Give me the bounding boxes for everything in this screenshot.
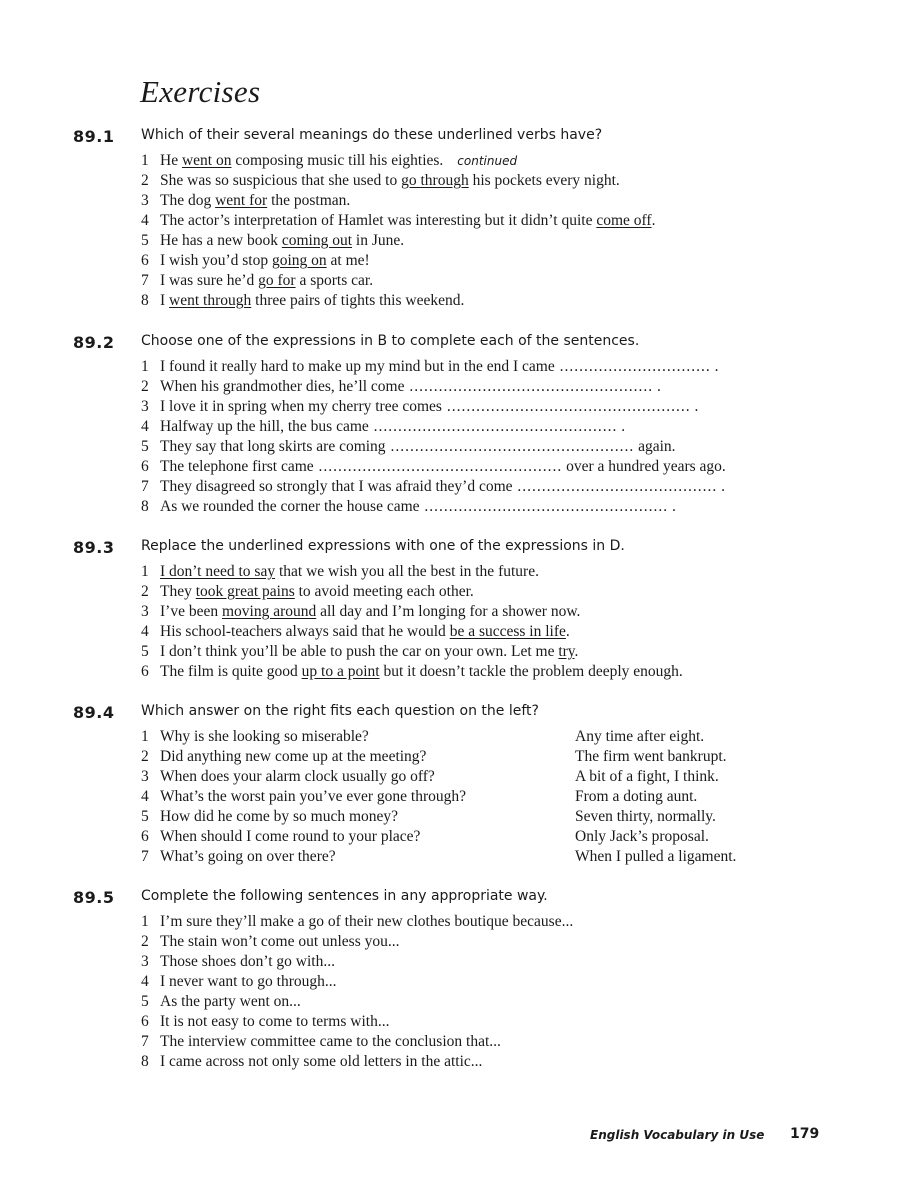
item-text-after: . [710, 358, 719, 375]
item-number: 4 [141, 418, 149, 435]
question-list [141, 727, 466, 867]
item-text-after: three pairs of tights this weekend. [251, 292, 465, 309]
item-number: 1 [141, 563, 149, 580]
item-text-after: . [574, 643, 579, 660]
answer-blank: .................................................. [441, 398, 691, 415]
item-text-after: a sports car. [295, 272, 374, 289]
underlined-expression: I don’t need to say [160, 563, 276, 580]
item-number: 2 [141, 933, 149, 950]
item-text-after: . [653, 378, 661, 395]
item-number: 1 [141, 152, 149, 169]
item-text-before: They [160, 583, 196, 600]
underlined-expression: moving around [221, 603, 317, 620]
item-number: 2 [141, 583, 149, 600]
list-item [141, 191, 655, 211]
list-item [141, 291, 655, 311]
item-number: 7 [141, 848, 149, 865]
item-text-before: I found it really hard to make up my mind but in the end I came [160, 358, 555, 375]
list-item [141, 932, 573, 952]
list-item [141, 827, 466, 847]
underlined-expression: went for [215, 192, 268, 209]
answer-item: Any time after eight. [575, 728, 705, 745]
item-text-before: The actor’s interpretation of Hamlet was interesting but it didn’t quite [160, 212, 597, 229]
item-number: 6 [141, 1013, 149, 1030]
list-item [141, 457, 726, 477]
exercise-instruction: Complete the following sentences in any appropriate way. [141, 888, 548, 904]
item-text-after: but it doesn’t tackle the problem deeply enough. [379, 663, 683, 680]
item-text-after: again. [634, 438, 676, 455]
exercise-instruction: Which of their several meanings do these underlined verbs have? [141, 127, 603, 143]
item-number: 4 [141, 788, 149, 805]
underlined-expression: up to a point [301, 663, 380, 680]
list-item [141, 1052, 573, 1072]
list-item [141, 497, 726, 517]
underlined-expression: coming out [281, 232, 353, 249]
list-item [141, 171, 655, 191]
item-text: I never want to go through... [160, 973, 337, 990]
list-item [141, 727, 466, 747]
item-text-before: He has a new book [160, 232, 282, 249]
item-number: 3 [141, 192, 149, 209]
item-text-after: his pockets every night. [468, 172, 620, 189]
list-item [141, 211, 655, 231]
underlined-expression: try [558, 643, 575, 660]
underlined-expression: go through [401, 172, 469, 189]
item-text-after: to avoid meeting each other. [294, 583, 474, 600]
item-text: What’s going on over there? [160, 848, 336, 865]
item-text-before: As we rounded the corner the house came [160, 498, 420, 515]
item-number: 3 [141, 398, 149, 415]
item-text-before: They say that long skirts are coming [160, 438, 386, 455]
item-text-before: The telephone first came [160, 458, 314, 475]
item-text-before: She was so suspicious that she used to [160, 172, 402, 189]
item-text-before: They disagreed so strongly that I was afraid they’d come [160, 478, 513, 495]
answer-item: Only Jack’s proposal. [575, 828, 709, 845]
underlined-expression: going on [271, 252, 327, 269]
item-text-before: The film is quite good [160, 663, 302, 680]
item-text-after: . [717, 478, 726, 495]
answer-blank: .................................................. [385, 438, 635, 455]
item-number: 4 [141, 212, 149, 229]
item-number: 6 [141, 252, 149, 269]
list-item [141, 807, 466, 827]
list-item [141, 231, 655, 251]
item-number: 3 [141, 768, 149, 785]
item-text-after: . [565, 623, 570, 640]
item-number: 5 [141, 232, 149, 249]
answer-item: When I pulled a ligament. [575, 848, 737, 865]
item-number: 8 [141, 498, 149, 515]
item-text-after: at me! [326, 252, 370, 269]
item-number: 7 [141, 272, 149, 289]
list-item [141, 912, 573, 932]
item-number: 5 [141, 643, 149, 660]
item-text-after: . [617, 418, 626, 435]
item-text-before: Halfway up the hill, the bus came [160, 418, 369, 435]
exercise-items [141, 912, 573, 1072]
list-item [141, 271, 655, 291]
item-text-after: . [690, 398, 699, 415]
list-item [141, 562, 683, 582]
answer-blank: ......................................... [512, 478, 718, 495]
list-item [141, 251, 655, 271]
list-item [141, 642, 683, 662]
list-item [141, 417, 726, 437]
item-text: How did he come by so much money? [160, 808, 399, 825]
answer-item: A bit of a fight, I think. [575, 768, 719, 785]
list-item [141, 1032, 573, 1052]
item-number: 3 [141, 603, 149, 620]
answer-blank: .................................................. [313, 458, 563, 475]
list-item [141, 397, 726, 417]
page-number: 179 [790, 1126, 820, 1142]
exercise-number: 89.5 [73, 888, 115, 907]
item-number: 5 [141, 808, 149, 825]
list-item [141, 767, 466, 787]
list-item [141, 477, 726, 497]
exercise-number: 89.4 [73, 703, 115, 722]
item-text-after: . [668, 498, 676, 515]
answer-blank: .................................................. [368, 418, 618, 435]
exercise-instruction: Choose one of the expressions in B to complete each of the sentences. [141, 333, 640, 349]
underlined-expression: come off [596, 212, 652, 229]
item-text: Did anything new come up at the meeting? [160, 748, 427, 765]
list-item [141, 992, 573, 1012]
answer-blank: .................................................. [404, 378, 654, 395]
underlined-expression: went on [181, 152, 232, 169]
item-number: 1 [141, 913, 149, 930]
item-number: 2 [141, 748, 149, 765]
exercise-instruction: Which answer on the right fits each question on the left? [141, 703, 539, 719]
item-number: 5 [141, 993, 149, 1010]
item-text-before: I don’t think you’ll be able to push the car on your own. Let me [160, 643, 559, 660]
underlined-expression: be a success in life [449, 623, 566, 640]
item-text-after: in June. [352, 232, 405, 249]
item-number: 6 [141, 458, 149, 475]
answer-blank: ............................... [554, 358, 711, 375]
underlined-expression: go for [258, 272, 296, 289]
example-answer: continued [457, 154, 518, 168]
list-item [141, 747, 466, 767]
item-text-before: He [160, 152, 182, 169]
underlined-expression: went through [169, 292, 252, 309]
list-item [141, 662, 683, 682]
answer-item: Seven thirty, normally. [575, 808, 716, 825]
answer-list [575, 727, 736, 867]
answer-item: The firm went bankrupt. [575, 748, 727, 765]
item-text: When should I come round to your place? [160, 828, 421, 845]
item-number: 7 [141, 1033, 149, 1050]
footer-book-title: English Vocabulary in Use [590, 1128, 765, 1142]
item-number: 7 [141, 478, 149, 495]
item-text: The interview committee came to the conclusion that... [160, 1033, 501, 1050]
item-text: When does your alarm clock usually go off? [160, 768, 435, 785]
item-number: 6 [141, 828, 149, 845]
item-text-before: The dog [160, 192, 216, 209]
answer-item: From a doting aunt. [575, 788, 698, 805]
item-text-after: over a hundred years ago. [562, 458, 726, 475]
list-item [141, 437, 726, 457]
item-text: It is not easy to come to terms with... [160, 1013, 390, 1030]
list-item [141, 1012, 573, 1032]
item-text-after: the postman. [267, 192, 351, 209]
item-number: 6 [141, 663, 149, 680]
item-text-before: When his grandmother dies, he’ll come [160, 378, 405, 395]
exercise-number: 89.2 [73, 333, 115, 352]
item-number: 3 [141, 953, 149, 970]
item-text: The stain won’t come out unless you... [160, 933, 400, 950]
item-text-after: all day and I’m longing for a shower now. [316, 603, 581, 620]
exercise-items [141, 562, 683, 682]
exercise-number: 89.3 [73, 538, 115, 557]
item-text: I’m sure they’ll make a go of their new clothes boutique because... [160, 913, 574, 930]
list-item [141, 151, 655, 171]
item-text-before: I wish you’d stop [160, 252, 272, 269]
item-number: 4 [141, 623, 149, 640]
item-number: 8 [141, 292, 149, 309]
page-title: Exercises [140, 74, 261, 109]
list-item [141, 952, 573, 972]
item-text-before: I [160, 292, 170, 309]
exercise-items [141, 151, 655, 311]
item-text-before: I love it in spring when my cherry tree comes [160, 398, 442, 415]
item-text: Those shoes don’t go with... [160, 953, 335, 970]
exercise-items [141, 357, 726, 517]
item-text-after: that we wish you all the best in the future. [275, 563, 539, 580]
item-text-after: composing music till his eighties. [231, 152, 444, 169]
underlined-expression: took great pains [195, 583, 295, 600]
item-number: 4 [141, 973, 149, 990]
item-number: 2 [141, 172, 149, 189]
item-text: What’s the worst pain you’ve ever gone through? [160, 788, 467, 805]
item-text-before: His school-teachers always said that he would [160, 623, 450, 640]
item-number: 2 [141, 378, 149, 395]
list-item [141, 602, 683, 622]
item-number: 8 [141, 1053, 149, 1070]
item-text-before: I’ve been [160, 603, 222, 620]
item-number: 1 [141, 728, 149, 745]
item-number: 1 [141, 358, 149, 375]
item-text: Why is she looking so miserable? [160, 728, 369, 745]
list-item [141, 847, 466, 867]
item-text: As the party went on... [160, 993, 301, 1010]
exercise-instruction: Replace the underlined expressions with one of the expressions in D. [141, 538, 625, 554]
list-item [141, 357, 726, 377]
item-text-before: I was sure he’d [160, 272, 259, 289]
list-item [141, 972, 573, 992]
item-text: I came across not only some old letters in the attic... [160, 1053, 483, 1070]
list-item [141, 582, 683, 602]
answer-blank: .................................................. [419, 498, 669, 515]
list-item [141, 787, 466, 807]
list-item [141, 377, 726, 397]
list-item [141, 622, 683, 642]
item-number: 5 [141, 438, 149, 455]
item-text-after: . [651, 212, 656, 229]
exercise-number: 89.1 [73, 127, 115, 146]
